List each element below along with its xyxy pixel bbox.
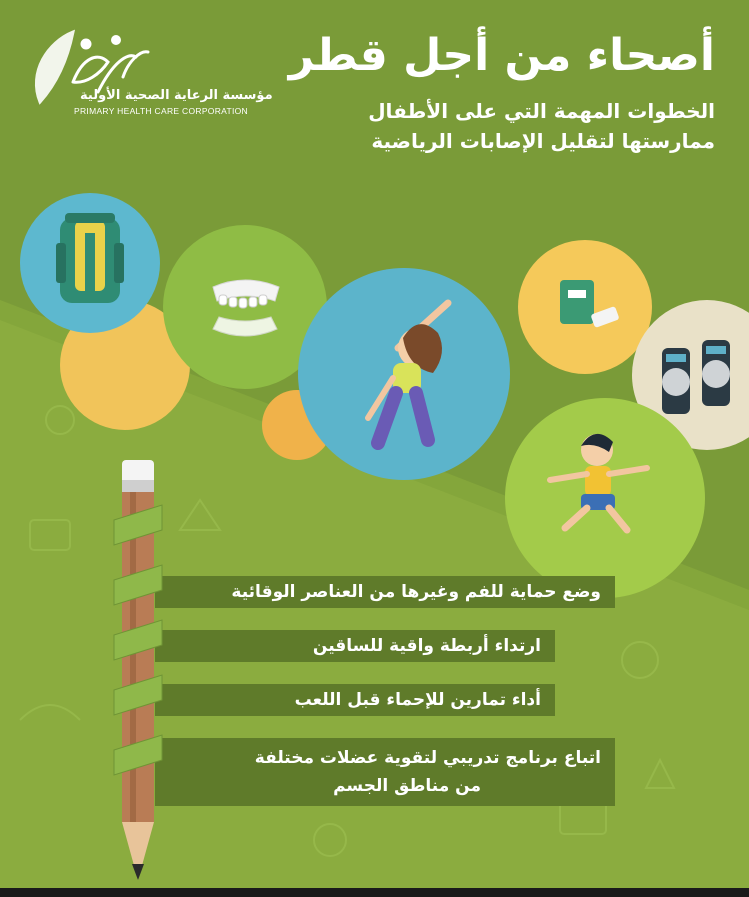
tip-text-4b: من مناطق الجسم [333, 776, 481, 796]
tip-text-2: ارتداء أربطة واقية للساقين [312, 636, 541, 656]
logo-name-english: PRIMARY HEALTH CARE CORPORATION [74, 106, 248, 116]
tip-text-1: وضع حماية للفم وغيرها من العناصر الوقائية [231, 582, 601, 602]
tip-band-4 [155, 738, 615, 806]
pencil-icon [100, 450, 180, 890]
tip-band-1 [155, 576, 615, 608]
tip-band-3 [155, 684, 555, 716]
tip-band-2 [155, 630, 555, 662]
stretching-girl-illustration [298, 268, 510, 480]
backpack-illustration [20, 193, 160, 333]
subtitle-line-1: الخطوات المهمة التي على الأطفال [368, 99, 715, 123]
logo-name-arabic: مؤسسة الرعاية الصحية الأولية [80, 88, 273, 103]
backpack-icon [20, 193, 160, 333]
page-title: أصحاء من أجل قطر [288, 30, 715, 81]
warmup-boy-illustration [505, 398, 705, 598]
tip-text-3: أداء تمارين للإحماء قبل اللعب [294, 690, 541, 710]
page-subtitle [275, 96, 715, 156]
warmup-boy-icon [505, 398, 705, 598]
stretching-girl-icon [298, 268, 510, 480]
tip-text-4a: اتباع برنامج تدريبي لتقوية عضلات مختلفة [254, 748, 601, 768]
subtitle-line-2: ممارستها لتقليل الإصابات الرياضية [371, 129, 715, 153]
bottom-edge [0, 888, 749, 897]
